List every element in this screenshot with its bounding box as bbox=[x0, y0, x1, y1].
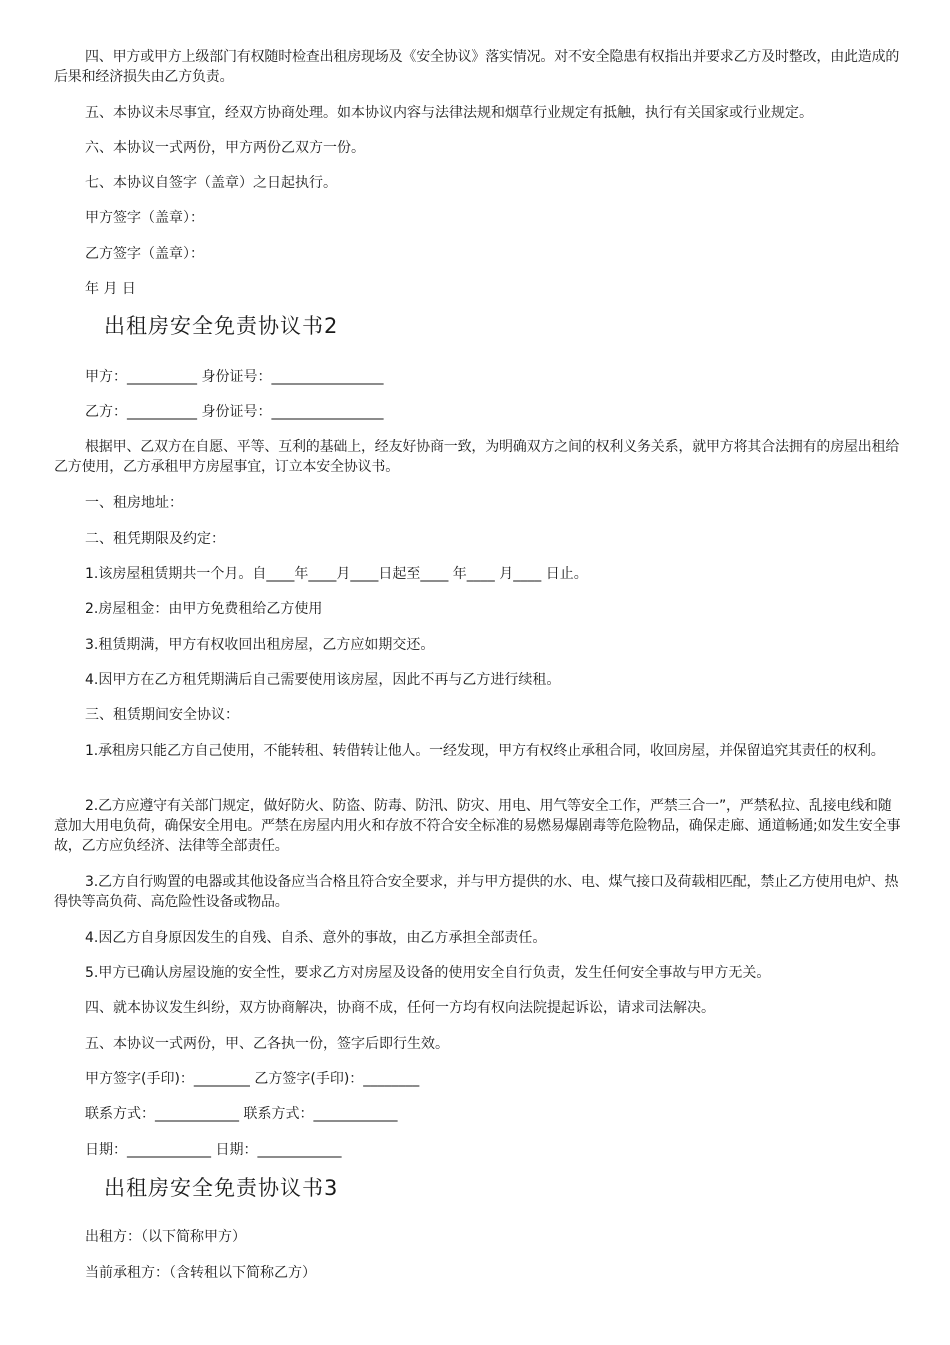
safety-1-sublet: 1.承租房只能乙方自己使用，不能转租、转借转让他人。一经发现，甲方有权终止承租合同，收回房屋，并保留追究其责任的权利。 bbox=[85, 743, 885, 759]
safety-5-confirmation: 5.甲方已确认房屋设施的安全性，要求乙方对房屋及设备的使用安全自行负责，发生任何安全事故与甲方无关。 bbox=[85, 965, 771, 981]
item-3-safety: 三、租赁期间安全协议： bbox=[85, 707, 239, 723]
safety-3-appliances: 3.乙方自行购置的电器或其他设备应当合格且符合安全要求，并与甲方提供的水、电、煤气接口及荷载相匹配，禁止乙方使用电炉、热得快等高负荷、高危险性设备或物品。 bbox=[54, 874, 899, 910]
party-a-signature: 甲方签字（盖章）： bbox=[85, 210, 204, 226]
clause-4-inspection: 四、甲方或甲方上级部门有权随时检查出租房现场及《安全协议》落实情况。对不安全隐患有权指出并要求乙方及时整改，由此造成的后果和经济损失由乙方负责。 bbox=[54, 49, 900, 85]
safety-4-accidents: 4.因乙方自身原因发生的自残、自杀、意外的事故，由乙方承担全部责任。 bbox=[85, 930, 547, 946]
term-4-no-renewal: 4.因甲方在乙方租凭期满后自己需要使用该房屋，因此不再与乙方进行续租。 bbox=[85, 672, 561, 688]
date-line: 年 月 日 bbox=[85, 281, 136, 297]
party-a-id: 甲方：__________ 身份证号：________________ bbox=[85, 369, 384, 385]
heading-agreement-2: 出租房安全免责协议书2 bbox=[104, 314, 339, 338]
heading-agreement-3: 出租房安全免责协议书3 bbox=[104, 1176, 339, 1200]
term-1-period: 1.该房屋租赁期共一个月。自____年____月____日起至____ 年____ 月____ 日止。 bbox=[85, 566, 588, 582]
item-1-address: 一、租房地址： bbox=[85, 495, 183, 511]
party-b-id: 乙方：__________ 身份证号：________________ bbox=[85, 404, 384, 420]
contact-line: 联系方式：____________ 联系方式：____________ bbox=[85, 1106, 398, 1122]
dates-line: 日期：____________ 日期：____________ bbox=[85, 1142, 342, 1158]
term-2-rent: 2.房屋租金：由甲方免费租给乙方使用 bbox=[85, 601, 323, 617]
clause-5-matters: 五、本协议未尽事宜，经双方协商处理。如本协议内容与法律法规和烟草行业规定有抵触，执行有关国家或行业规定。 bbox=[85, 105, 813, 121]
term-3-return: 3.租赁期满，甲方有权收回出租房屋，乙方应如期交还。 bbox=[85, 637, 435, 653]
clause-7-effective: 七、本协议自签字（盖章）之日起执行。 bbox=[85, 175, 337, 191]
signatures-line: 甲方签字(手印)：________ 乙方签字(手印)：________ bbox=[85, 1071, 420, 1087]
safety-2-regulations: 2.乙方应遵守有关部门规定，做好防火、防盗、防毒、防汛、防灾、用电、用气等安全工作，严禁三合一”，严禁私拉、乱接电线和随意加大用电负荷，确保安全用电。严禁在房屋内用火和存放不符合安全标准的易燃易爆剧毒等危险物品，确保走廊、通道畅通;如发生安全事故，乙方应负经济、法律等全部责任。 bbox=[54, 798, 901, 854]
current-tenant-line: 当前承租方：（含转租以下简称乙方） bbox=[85, 1265, 316, 1281]
party-b-signature: 乙方签字（盖章）： bbox=[85, 246, 204, 262]
preamble: 根据甲、乙双方在自愿、平等、互利的基础上，经友好协商一致，为明确双方之间的权利义务关系，就甲方将其合法拥有的房屋出租给乙方使用，乙方承租甲方房屋事宜，订立本安全协议书。 bbox=[54, 439, 900, 475]
item-5-copies: 五、本协议一式两份，甲、乙各执一份，签字后即行生效。 bbox=[85, 1036, 449, 1052]
item-2-term: 二、租凭期限及约定： bbox=[85, 531, 225, 547]
item-4-disputes: 四、就本协议发生纠纷，双方协商解决，协商不成，任何一方均有权向法院提起诉讼，请求司法解决。 bbox=[85, 1000, 715, 1016]
clause-6-copies: 六、本协议一式两份，甲方两份乙双方一份。 bbox=[85, 140, 365, 156]
lessor-line: 出租方：（以下简称甲方） bbox=[85, 1229, 246, 1245]
